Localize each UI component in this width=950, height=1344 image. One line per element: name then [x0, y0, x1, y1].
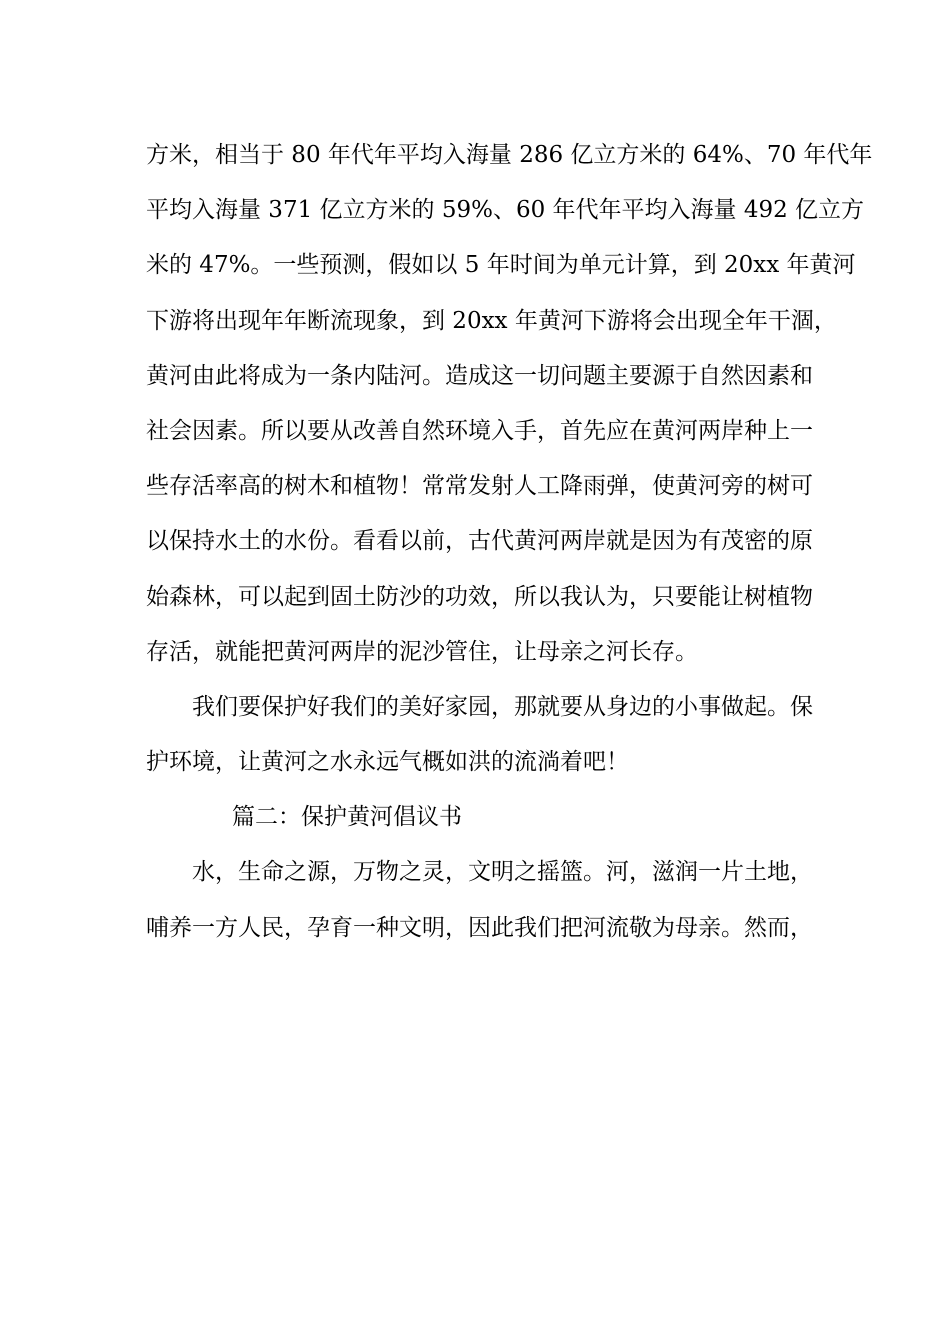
text-line: 米的 47%。一些预测，假如以 5 年时间为单元计算，到 20xx 年黄河 — [146, 252, 856, 279]
section-heading: 篇二：保护黄河倡议书 — [232, 804, 462, 831]
text-line: 黄河由此将成为一条内陆河。造成这一切问题主要源于自然因素和 — [146, 362, 813, 389]
paragraph-protect-home — [146, 680, 816, 790]
text-line: 我们要保护好我们的美好家园，那就要从身边的小事做起。保 — [192, 693, 813, 720]
text-line: 护环境，让黄河之水永远气概如洪的流淌着吧！ — [146, 749, 629, 776]
paragraph-proposal-intro — [146, 845, 816, 955]
text-line: 以保持水土的水份。看看以前，古代黄河两岸就是因为有茂密的原 — [146, 528, 813, 555]
document-body — [146, 128, 873, 956]
text-line: 下游将出现年年断流现象，到 20xx 年黄河下游将会出现全年干涸， — [146, 307, 837, 334]
paragraph-water-statistics — [146, 128, 873, 680]
text-line: 水，生命之源，万物之灵，文明之摇篮。河，滋润一片土地， — [192, 859, 813, 886]
text-line: 社会因素。所以要从改善自然环境入手，首先应在黄河两岸种上一 — [146, 417, 813, 444]
text-line: 平均入海量 371 亿立方米的 59%、60 年代年平均入海量 492 亿立方 — [146, 197, 865, 224]
text-line: 始森林，可以起到固土防沙的功效，所以我认为，只要能让树植物 — [146, 583, 813, 610]
text-line: 方米，相当于 80 年代年平均入海量 286 亿立方米的 64%、70 年代年 — [146, 142, 873, 168]
text-line: 存活，就能把黄河两岸的泥沙管住，让母亲之河长存。 — [146, 638, 698, 665]
text-line: 些存活率高的树木和植物！常常发射人工降雨弹，使黄河旁的树可 — [146, 473, 813, 500]
text-line: 哺养一方人民，孕育一种文明，因此我们把河流敬为母亲。然而， — [146, 914, 813, 941]
